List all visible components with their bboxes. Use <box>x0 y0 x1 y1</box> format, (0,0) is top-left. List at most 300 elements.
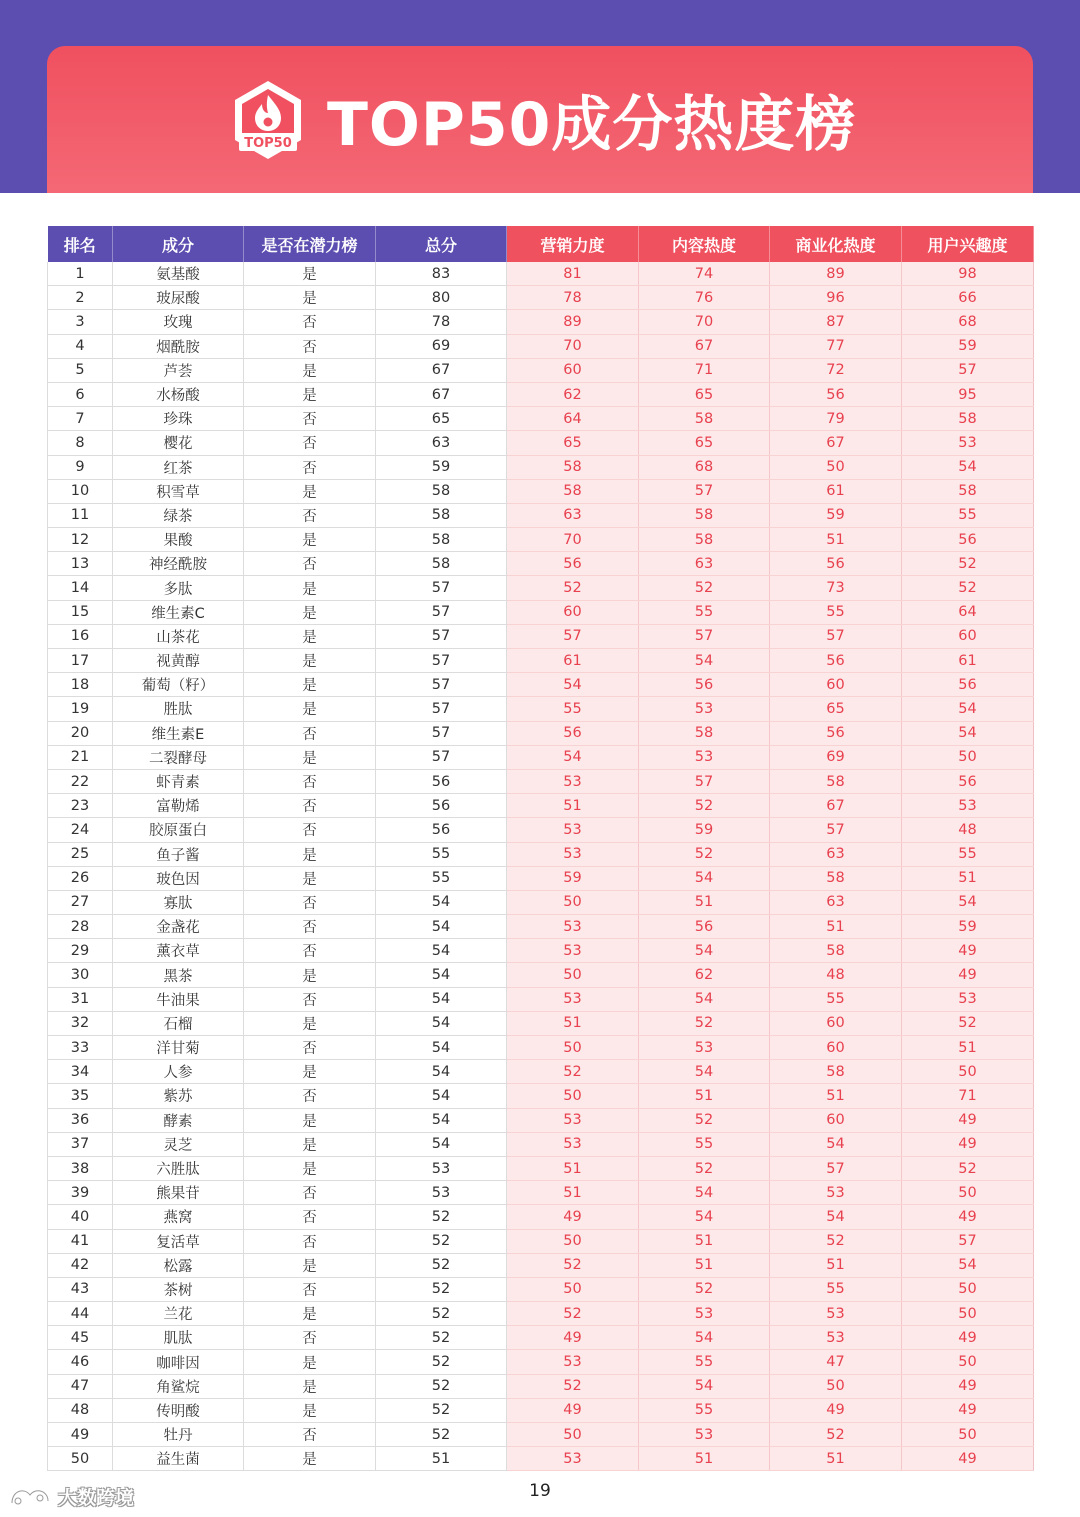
potential-cell: 否 <box>244 915 376 939</box>
potential-cell: 是 <box>244 1132 376 1156</box>
total-score-cell: 57 <box>376 600 507 624</box>
interest-cell: 52 <box>902 576 1034 600</box>
table-row <box>48 1398 1034 1422</box>
table-row <box>48 673 1034 697</box>
content-cell: 54 <box>639 1374 770 1398</box>
content-cell: 52 <box>639 1277 770 1301</box>
content-cell: 67 <box>639 334 770 358</box>
content-cell: 53 <box>639 697 770 721</box>
interest-cell: 49 <box>902 1447 1034 1471</box>
potential-cell: 是 <box>244 576 376 600</box>
rank-cell: 33 <box>48 1036 113 1060</box>
total-score-cell: 54 <box>376 1108 507 1132</box>
ingredient-cell: 积雪草 <box>113 479 244 503</box>
rank-cell: 29 <box>48 939 113 963</box>
commercial-cell: 77 <box>770 334 902 358</box>
content-cell: 54 <box>639 1326 770 1350</box>
ingredient-cell: 燕窝 <box>113 1205 244 1229</box>
potential-cell: 否 <box>244 431 376 455</box>
interest-cell: 49 <box>902 1205 1034 1229</box>
table-row <box>48 600 1034 624</box>
potential-cell: 是 <box>244 1011 376 1035</box>
rank-cell: 21 <box>48 745 113 769</box>
marketing-cell: 52 <box>507 1253 639 1277</box>
interest-cell: 53 <box>902 431 1034 455</box>
table-row <box>48 1132 1034 1156</box>
interest-cell: 49 <box>902 963 1034 987</box>
table-row <box>48 915 1034 939</box>
marketing-cell: 51 <box>507 794 639 818</box>
interest-cell: 50 <box>902 1423 1034 1447</box>
content-cell: 53 <box>639 1423 770 1447</box>
rank-cell: 36 <box>48 1108 113 1132</box>
commercial-cell: 69 <box>770 745 902 769</box>
commercial-cell: 53 <box>770 1326 902 1350</box>
potential-cell: 是 <box>244 1156 376 1180</box>
ingredient-cell: 牛油果 <box>113 987 244 1011</box>
marketing-cell: 51 <box>507 1181 639 1205</box>
table-row <box>48 1302 1034 1326</box>
marketing-cell: 53 <box>507 842 639 866</box>
commercial-cell: 58 <box>770 769 902 793</box>
content-cell: 52 <box>639 794 770 818</box>
marketing-cell: 52 <box>507 1374 639 1398</box>
ingredient-cell: 胶原蛋白 <box>113 818 244 842</box>
commercial-cell: 47 <box>770 1350 902 1374</box>
potential-cell: 是 <box>244 358 376 382</box>
content-cell: 54 <box>639 1205 770 1229</box>
total-score-cell: 58 <box>376 552 507 576</box>
rank-cell: 37 <box>48 1132 113 1156</box>
table-row <box>48 842 1034 866</box>
content-cell: 54 <box>639 987 770 1011</box>
ingredient-cell: 樱花 <box>113 431 244 455</box>
table-row <box>48 769 1034 793</box>
marketing-cell: 53 <box>507 1447 639 1471</box>
total-score-cell: 52 <box>376 1302 507 1326</box>
interest-cell: 49 <box>902 1132 1034 1156</box>
table-body <box>48 262 1034 1471</box>
commercial-cell: 55 <box>770 987 902 1011</box>
potential-cell: 是 <box>244 963 376 987</box>
col-header-interest: 用户兴趣度 <box>902 226 1034 262</box>
total-score-cell: 58 <box>376 503 507 527</box>
content-cell: 52 <box>639 842 770 866</box>
total-score-cell: 57 <box>376 721 507 745</box>
rank-cell: 26 <box>48 866 113 890</box>
total-score-cell: 53 <box>376 1156 507 1180</box>
content-cell: 52 <box>639 1108 770 1132</box>
ingredient-cell: 寡肽 <box>113 890 244 914</box>
table-row <box>48 1156 1034 1180</box>
potential-cell: 否 <box>244 721 376 745</box>
table-row <box>48 1326 1034 1350</box>
rank-cell: 24 <box>48 818 113 842</box>
table-row <box>48 939 1034 963</box>
total-score-cell: 56 <box>376 794 507 818</box>
interest-cell: 66 <box>902 286 1034 310</box>
potential-cell: 否 <box>244 334 376 358</box>
marketing-cell: 65 <box>507 431 639 455</box>
potential-cell: 否 <box>244 1423 376 1447</box>
total-score-cell: 80 <box>376 286 507 310</box>
content-cell: 58 <box>639 528 770 552</box>
commercial-cell: 56 <box>770 721 902 745</box>
total-score-cell: 56 <box>376 769 507 793</box>
commercial-cell: 96 <box>770 286 902 310</box>
interest-cell: 54 <box>902 1253 1034 1277</box>
ingredient-cell: 视黄醇 <box>113 649 244 673</box>
marketing-cell: 50 <box>507 890 639 914</box>
commercial-cell: 59 <box>770 503 902 527</box>
ingredient-cell: 酵素 <box>113 1108 244 1132</box>
table-row <box>48 1423 1034 1447</box>
logo-text: TOP50 <box>244 136 292 151</box>
table-row <box>48 987 1034 1011</box>
rank-cell: 39 <box>48 1181 113 1205</box>
interest-cell: 53 <box>902 987 1034 1011</box>
total-score-cell: 52 <box>376 1423 507 1447</box>
ingredient-cell: 角鲨烷 <box>113 1374 244 1398</box>
ingredient-cell: 牡丹 <box>113 1423 244 1447</box>
commercial-cell: 72 <box>770 358 902 382</box>
ingredient-cell: 多肽 <box>113 576 244 600</box>
potential-cell: 否 <box>244 1181 376 1205</box>
potential-cell: 是 <box>244 1253 376 1277</box>
potential-cell: 是 <box>244 866 376 890</box>
interest-cell: 53 <box>902 794 1034 818</box>
marketing-cell: 54 <box>507 745 639 769</box>
commercial-cell: 89 <box>770 262 902 286</box>
marketing-cell: 60 <box>507 600 639 624</box>
content-cell: 57 <box>639 769 770 793</box>
interest-cell: 54 <box>902 721 1034 745</box>
rank-cell: 10 <box>48 479 113 503</box>
rank-cell: 3 <box>48 310 113 334</box>
interest-cell: 49 <box>902 1326 1034 1350</box>
table-row <box>48 890 1034 914</box>
ingredient-cell: 珍珠 <box>113 407 244 431</box>
marketing-cell: 52 <box>507 1302 639 1326</box>
marketing-cell: 57 <box>507 624 639 648</box>
ingredient-cell: 维生素C <box>113 600 244 624</box>
total-score-cell: 65 <box>376 407 507 431</box>
content-cell: 57 <box>639 479 770 503</box>
commercial-cell: 58 <box>770 939 902 963</box>
commercial-cell: 51 <box>770 1253 902 1277</box>
marketing-cell: 53 <box>507 1132 639 1156</box>
potential-cell: 否 <box>244 890 376 914</box>
ingredient-cell: 洋甘菊 <box>113 1036 244 1060</box>
rank-cell: 50 <box>48 1447 113 1471</box>
table-row <box>48 1374 1034 1398</box>
marketing-cell: 50 <box>507 1423 639 1447</box>
marketing-cell: 53 <box>507 987 639 1011</box>
table-row <box>48 334 1034 358</box>
marketing-cell: 53 <box>507 769 639 793</box>
content-cell: 58 <box>639 407 770 431</box>
col-header-content: 内容热度 <box>639 226 770 262</box>
rank-cell: 34 <box>48 1060 113 1084</box>
rank-cell: 4 <box>48 334 113 358</box>
commercial-cell: 60 <box>770 1108 902 1132</box>
potential-cell: 是 <box>244 1350 376 1374</box>
table-row <box>48 1277 1034 1301</box>
commercial-cell: 87 <box>770 310 902 334</box>
ingredient-cell: 鱼子酱 <box>113 842 244 866</box>
ingredient-cell: 水杨酸 <box>113 382 244 406</box>
marketing-cell: 58 <box>507 479 639 503</box>
commercial-cell: 58 <box>770 866 902 890</box>
potential-cell: 否 <box>244 552 376 576</box>
rank-cell: 43 <box>48 1277 113 1301</box>
table-row <box>48 286 1034 310</box>
marketing-cell: 53 <box>507 1108 639 1132</box>
commercial-cell: 67 <box>770 794 902 818</box>
total-score-cell: 57 <box>376 649 507 673</box>
rank-cell: 16 <box>48 624 113 648</box>
potential-cell: 是 <box>244 528 376 552</box>
table-row <box>48 382 1034 406</box>
rank-cell: 13 <box>48 552 113 576</box>
total-score-cell: 69 <box>376 334 507 358</box>
ingredient-cell: 二裂酵母 <box>113 745 244 769</box>
marketing-cell: 81 <box>507 262 639 286</box>
table-row <box>48 503 1034 527</box>
col-header-rank: 排名 <box>48 226 113 262</box>
content-cell: 52 <box>639 576 770 600</box>
ingredient-cell: 玫瑰 <box>113 310 244 334</box>
interest-cell: 49 <box>902 1108 1034 1132</box>
potential-cell: 是 <box>244 1398 376 1422</box>
table-row <box>48 1084 1034 1108</box>
table-row <box>48 745 1034 769</box>
table-row <box>48 1447 1034 1471</box>
rank-cell: 45 <box>48 1326 113 1350</box>
commercial-cell: 57 <box>770 818 902 842</box>
ingredient-cell: 黑茶 <box>113 963 244 987</box>
interest-cell: 50 <box>902 1350 1034 1374</box>
marketing-cell: 60 <box>507 358 639 382</box>
rank-cell: 42 <box>48 1253 113 1277</box>
interest-cell: 50 <box>902 1302 1034 1326</box>
total-score-cell: 54 <box>376 987 507 1011</box>
commercial-cell: 55 <box>770 1277 902 1301</box>
ingredient-cell: 果酸 <box>113 528 244 552</box>
total-score-cell: 52 <box>376 1350 507 1374</box>
ingredient-cell: 红茶 <box>113 455 244 479</box>
interest-cell: 51 <box>902 866 1034 890</box>
ingredient-cell: 紫苏 <box>113 1084 244 1108</box>
ingredient-cell: 灵芝 <box>113 1132 244 1156</box>
rank-cell: 18 <box>48 673 113 697</box>
marketing-cell: 49 <box>507 1326 639 1350</box>
ingredient-cell: 松露 <box>113 1253 244 1277</box>
potential-cell: 否 <box>244 1084 376 1108</box>
potential-cell: 是 <box>244 1302 376 1326</box>
marketing-cell: 52 <box>507 576 639 600</box>
table-row <box>48 794 1034 818</box>
total-score-cell: 54 <box>376 915 507 939</box>
total-score-cell: 78 <box>376 310 507 334</box>
commercial-cell: 51 <box>770 915 902 939</box>
content-cell: 71 <box>639 358 770 382</box>
total-score-cell: 54 <box>376 1084 507 1108</box>
interest-cell: 52 <box>902 552 1034 576</box>
total-score-cell: 52 <box>376 1374 507 1398</box>
total-score-cell: 52 <box>376 1229 507 1253</box>
table-row <box>48 963 1034 987</box>
ingredient-cell: 维生素E <box>113 721 244 745</box>
table-row <box>48 1036 1034 1060</box>
potential-cell: 是 <box>244 1108 376 1132</box>
commercial-cell: 50 <box>770 455 902 479</box>
rank-cell: 27 <box>48 890 113 914</box>
commercial-cell: 63 <box>770 842 902 866</box>
interest-cell: 68 <box>902 310 1034 334</box>
watermark <box>8 1481 134 1511</box>
table-header-row <box>48 226 1034 262</box>
interest-cell: 49 <box>902 1398 1034 1422</box>
rank-cell: 47 <box>48 1374 113 1398</box>
ingredient-cell: 氨基酸 <box>113 262 244 286</box>
content-cell: 57 <box>639 624 770 648</box>
commercial-cell: 56 <box>770 552 902 576</box>
brand-logo-icon <box>8 1483 52 1509</box>
potential-cell: 是 <box>244 624 376 648</box>
ingredient-cell: 咖啡因 <box>113 1350 244 1374</box>
total-score-cell: 56 <box>376 818 507 842</box>
total-score-cell: 57 <box>376 745 507 769</box>
marketing-cell: 49 <box>507 1398 639 1422</box>
total-score-cell: 54 <box>376 1132 507 1156</box>
rank-cell: 8 <box>48 431 113 455</box>
marketing-cell: 53 <box>507 915 639 939</box>
table-row <box>48 528 1034 552</box>
total-score-cell: 57 <box>376 624 507 648</box>
potential-cell: 否 <box>244 1277 376 1301</box>
interest-cell: 51 <box>902 1036 1034 1060</box>
col-header-potential: 是否在潜力榜 <box>244 226 376 262</box>
rank-cell: 11 <box>48 503 113 527</box>
table-row <box>48 649 1034 673</box>
marketing-cell: 51 <box>507 1156 639 1180</box>
commercial-cell: 60 <box>770 1011 902 1035</box>
table-row <box>48 818 1034 842</box>
ingredient-cell: 玻尿酸 <box>113 286 244 310</box>
total-score-cell: 57 <box>376 576 507 600</box>
content-cell: 56 <box>639 915 770 939</box>
marketing-cell: 50 <box>507 1084 639 1108</box>
table-row <box>48 1205 1034 1229</box>
flame-icon <box>230 78 306 162</box>
commercial-cell: 60 <box>770 673 902 697</box>
potential-cell: 是 <box>244 673 376 697</box>
total-score-cell: 58 <box>376 479 507 503</box>
potential-cell: 否 <box>244 503 376 527</box>
commercial-cell: 51 <box>770 528 902 552</box>
rank-cell: 6 <box>48 382 113 406</box>
ingredient-cell: 玻色因 <box>113 866 244 890</box>
interest-cell: 50 <box>902 745 1034 769</box>
potential-cell: 是 <box>244 745 376 769</box>
table-row <box>48 1229 1034 1253</box>
commercial-cell: 56 <box>770 382 902 406</box>
interest-cell: 56 <box>902 769 1034 793</box>
content-cell: 65 <box>639 382 770 406</box>
commercial-cell: 54 <box>770 1132 902 1156</box>
commercial-cell: 51 <box>770 1447 902 1471</box>
content-cell: 56 <box>639 673 770 697</box>
commercial-cell: 65 <box>770 697 902 721</box>
total-score-cell: 54 <box>376 1036 507 1060</box>
interest-cell: 98 <box>902 262 1034 286</box>
interest-cell: 59 <box>902 915 1034 939</box>
total-score-cell: 52 <box>376 1277 507 1301</box>
potential-cell: 否 <box>244 818 376 842</box>
total-score-cell: 53 <box>376 1181 507 1205</box>
content-cell: 51 <box>639 890 770 914</box>
content-cell: 55 <box>639 600 770 624</box>
rank-cell: 5 <box>48 358 113 382</box>
content-cell: 76 <box>639 286 770 310</box>
content-cell: 53 <box>639 745 770 769</box>
marketing-cell: 78 <box>507 286 639 310</box>
marketing-cell: 54 <box>507 673 639 697</box>
ingredient-cell: 芦荟 <box>113 358 244 382</box>
commercial-cell: 73 <box>770 576 902 600</box>
table-row <box>48 262 1034 286</box>
ingredient-cell: 薰衣草 <box>113 939 244 963</box>
watermark-text: 大数跨境 <box>58 1486 135 1509</box>
rank-cell: 35 <box>48 1084 113 1108</box>
interest-cell: 58 <box>902 407 1034 431</box>
interest-cell: 54 <box>902 697 1034 721</box>
total-score-cell: 59 <box>376 455 507 479</box>
table-row <box>48 552 1034 576</box>
rank-cell: 19 <box>48 697 113 721</box>
table-row <box>48 721 1034 745</box>
table-row <box>48 1060 1034 1084</box>
rank-cell: 22 <box>48 769 113 793</box>
total-score-cell: 55 <box>376 866 507 890</box>
marketing-cell: 62 <box>507 382 639 406</box>
interest-cell: 50 <box>902 1060 1034 1084</box>
potential-cell: 否 <box>244 939 376 963</box>
rank-cell: 12 <box>48 528 113 552</box>
total-score-cell: 52 <box>376 1253 507 1277</box>
interest-cell: 52 <box>902 1156 1034 1180</box>
rank-cell: 9 <box>48 455 113 479</box>
marketing-cell: 61 <box>507 649 639 673</box>
rank-cell: 14 <box>48 576 113 600</box>
rank-cell: 30 <box>48 963 113 987</box>
marketing-cell: 70 <box>507 528 639 552</box>
commercial-cell: 79 <box>770 407 902 431</box>
rank-cell: 44 <box>48 1302 113 1326</box>
interest-cell: 58 <box>902 479 1034 503</box>
interest-cell: 54 <box>902 455 1034 479</box>
potential-cell: 否 <box>244 1205 376 1229</box>
table-row <box>48 697 1034 721</box>
marketing-cell: 64 <box>507 407 639 431</box>
interest-cell: 56 <box>902 528 1034 552</box>
ingredient-cell: 金盏花 <box>113 915 244 939</box>
marketing-cell: 51 <box>507 1011 639 1035</box>
ingredient-cell: 六胜肽 <box>113 1156 244 1180</box>
content-cell: 70 <box>639 310 770 334</box>
page-number: 19 <box>529 1481 551 1501</box>
